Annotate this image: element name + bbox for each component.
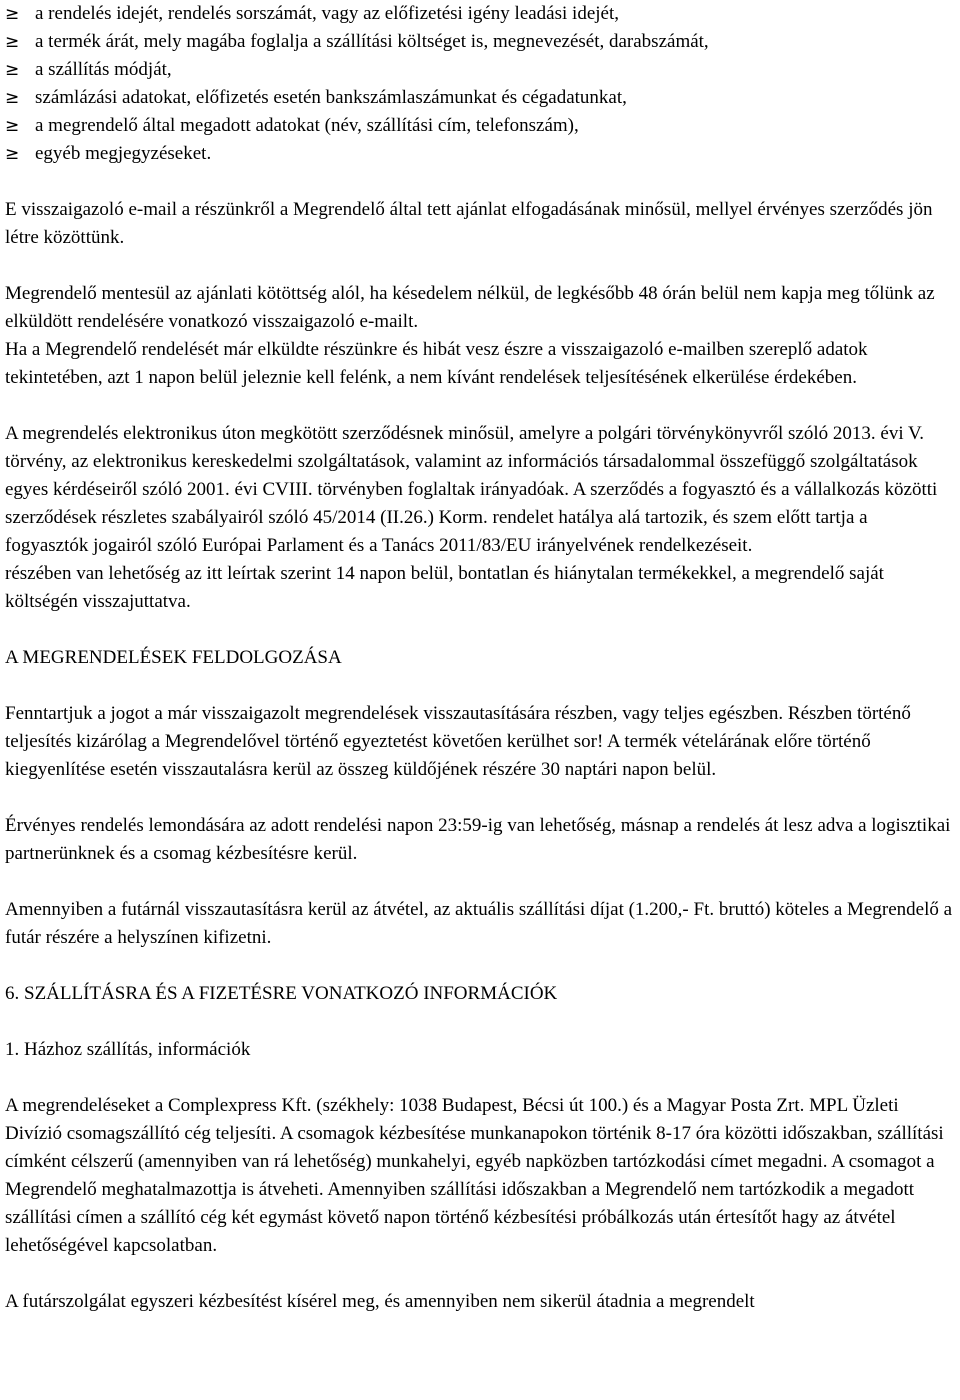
list-item bbox=[5, 0, 955, 28]
bullet-icon: ≥ bbox=[5, 60, 20, 80]
paragraph-reserve-right: Fenntartjuk a jogot a már visszaigazolt megrendelések visszautasítására részben, vagy teljes egészben. Részben történő teljesítés kizárólag a Megrendelővel történő egyeztetést követően kerülhet sor! A termék vételárának előre történő kiegyenlítése esetén visszautalásra kerül az összeg küldőjének részére 30 naptári napon belül. bbox=[5, 703, 911, 780]
bullet-icon: ≥ bbox=[5, 144, 20, 164]
paragraph-single-delivery: A futárszolgálat egyszeri kézbesítést kísérel meg, és amennyiben nem sikerül átadnia a megrendelt bbox=[5, 1291, 755, 1312]
paragraph-confirmation: E visszaigazoló e-mail a részünkről a Megrendelő által tett ajánlat elfogadásának minősül, mellyel érvényes szerződés jön létre közöttünk. bbox=[5, 199, 933, 248]
heading-order-processing: A MEGRENDELÉSEK FELDOLGOZÁSA bbox=[5, 647, 342, 668]
bullet-icon: ≥ bbox=[5, 116, 20, 136]
heading-shipping-payment: 6. SZÁLLÍTÁSRA ÉS A FIZETÉSRE VONATKOZÓ INFORMÁCIÓK bbox=[5, 983, 558, 1004]
paragraph-exemption: Megrendelő mentesül az ajánlati kötöttség alól, ha késedelem nélkül, de legkésőbb 48 órán belül nem kapja meg tőlünk az elküldött rendelésére vonatkozó visszaigazoló e-mailt. bbox=[5, 283, 935, 332]
heading-home-delivery: 1. Házhoz szállítás, információk bbox=[5, 1039, 251, 1060]
bullet-text: a megrendelő által megadott adatokat (név, szállítási cím, telefonszám), bbox=[35, 115, 579, 136]
bullet-list bbox=[5, 0, 955, 168]
bullet-text: egyéb megjegyzéseket. bbox=[35, 143, 212, 164]
list-item bbox=[5, 112, 955, 140]
bullet-text: a rendelés idejét, rendelés sorszámát, vagy az előfizetési igény leadási idejét, bbox=[35, 3, 619, 24]
paragraph-courier-refusal: Amennyiben a futárnál visszautasításra kerül az átvétel, az aktuális szállítási díjat (1.200,- Ft. bruttó) köteles a Megrendelő a futár részére a helyszínen kifizetni. bbox=[5, 899, 953, 948]
paragraph-return: részében van lehetőség az itt leírtak szerint 14 napon belül, bontatlan és hiánytalan termékekkel, a megrendelő saját költségén visszajuttatva. bbox=[5, 563, 884, 612]
bullet-icon: ≥ bbox=[5, 32, 20, 52]
paragraph-electronic-contract: A megrendelés elektronikus úton megkötött szerződésnek minősül, amelyre a polgári törvénykönyvről szóló 2013. évi V. törvény, az elektronikus kereskedelmi szolgáltatások, valamint az információs társadalommal összefüggő szolgáltatások egyes kérdéseiről szóló 2001. évi CVIII. törvényben foglaltak irányadóak. A szerződés a fogyasztó és a vállalkozás közötti szerződések részletes szabályairól szóló 45/2014 (II.26.) Korm. rendelet hatálya alá tartozik, és szem előtt tartja a fogyasztók jogairól szóló Európai Parlament és a Tanács 2011/83/EU irányelvének rendelkezéseit. bbox=[5, 423, 938, 556]
list-item bbox=[5, 56, 955, 84]
paragraph-error-report: Ha a Megrendelő rendelését már elküldte részünkre és hibát vesz észre a visszaigazoló e-mailben szereplő adatok tekintetében, azt 1 napon belül jeleznie kell felénk, a nem kívánt rendelések teljesítésének elkerülése érdekében. bbox=[5, 339, 868, 388]
bullet-icon: ≥ bbox=[5, 88, 20, 108]
list-item bbox=[5, 140, 955, 168]
bullet-text: számlázási adatokat, előfizetés esetén bankszámlaszámunkat és cégadatunkat, bbox=[35, 87, 627, 108]
paragraph-carriers: A megrendeléseket a Complexpress Kft. (székhely: 1038 Budapest, Bécsi út 100.) és a Magyar Posta Zrt. MPL Üzleti Divízió csomagszállító cég teljesíti. A csomagok kézbesítése munkanapokon történik 8-17 óra közötti időszakban, szállítási címként célszerű (amennyiben van rá lehetőség) munkahelyi, egyéb napközben tartózkodási címet megadni. A csomagot a Megrendelő meghatalmazottja is átveheti. Amennyiben szállítási időszakban a Megrendelő nem tartózkodik a megadott szállítási címen a szállító cég két egymást követő napon történő kézbesítési próbálkozás után értesítőt hagy az átvétel lehetőségével kapcsolatban. bbox=[5, 1095, 944, 1256]
bullet-text: a szállítás módját, bbox=[35, 59, 172, 80]
list-item bbox=[5, 84, 955, 112]
list-item bbox=[5, 28, 955, 56]
bullet-icon: ≥ bbox=[5, 4, 20, 24]
bullet-text: a termék árát, mely magába foglalja a szállítási költséget is, megnevezését, darabszámát, bbox=[35, 31, 709, 52]
paragraph-cancellation: Érvényes rendelés lemondására az adott rendelési napon 23:59-ig van lehetőség, másnap a rendelés át lesz adva a logisztikai partnerünknek és a csomag kézbesítésre kerül. bbox=[5, 815, 951, 864]
